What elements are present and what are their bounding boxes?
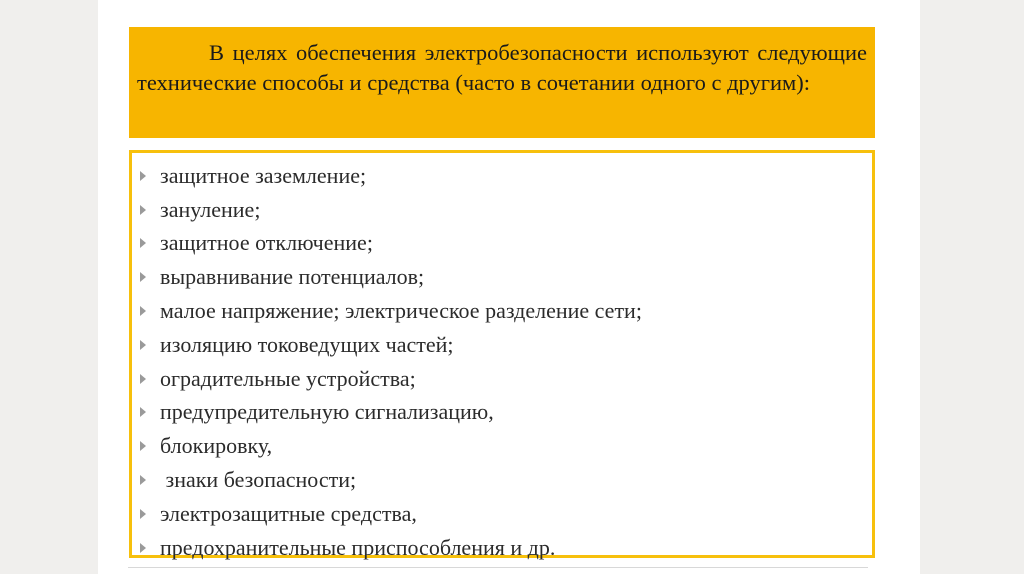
slide-divider xyxy=(128,567,868,568)
list-item xyxy=(138,294,866,328)
list-item-text: защитное отключение; xyxy=(160,230,373,256)
list-item-text: изоляцию токоведущих частей; xyxy=(160,331,454,357)
intro-panel xyxy=(129,27,875,138)
list-item xyxy=(138,362,866,396)
triangle-right-icon xyxy=(140,407,146,417)
list-item xyxy=(138,497,866,531)
triangle-right-icon xyxy=(140,272,146,282)
triangle-right-icon xyxy=(140,543,146,553)
list-item-text: зануление; xyxy=(160,196,261,222)
list-item-text: предупредительную сигнализацию, xyxy=(160,399,494,425)
list-item-text: малое напряжение; электрическое разделение сети; xyxy=(160,298,642,324)
list-item-text: предохранительные приспособления и др. xyxy=(160,534,556,560)
triangle-right-icon xyxy=(140,441,146,451)
list-item-text: защитное заземление; xyxy=(160,162,367,188)
list-item-text: блокировку, xyxy=(160,433,273,459)
list-item-text: знаки безопасности; xyxy=(160,467,357,493)
triangle-right-icon xyxy=(140,306,146,316)
triangle-right-icon xyxy=(140,205,146,215)
triangle-right-icon xyxy=(140,238,146,248)
list-item-text: выравнивание потенциалов; xyxy=(160,264,425,290)
triangle-right-icon xyxy=(140,374,146,384)
methods-list xyxy=(138,159,866,565)
intro-text: В целях обеспечения электробезопасности используют следующие технические способы и средства (часто в сочетании одного с другим): xyxy=(137,40,867,95)
list-item xyxy=(138,227,866,261)
triangle-right-icon xyxy=(140,340,146,350)
list-item xyxy=(138,429,866,463)
list-item xyxy=(138,463,866,497)
triangle-right-icon xyxy=(140,509,146,519)
list-item-text: оградительные устройства; xyxy=(160,365,416,391)
list-item xyxy=(138,193,866,227)
triangle-right-icon xyxy=(140,475,146,485)
list-item xyxy=(138,328,866,362)
list-item xyxy=(138,396,866,430)
list-item-text: электрозащитные средства, xyxy=(160,500,417,526)
methods-list-panel xyxy=(129,150,875,558)
list-item xyxy=(138,260,866,294)
list-item xyxy=(138,531,866,565)
triangle-right-icon xyxy=(140,171,146,181)
list-item xyxy=(138,159,866,193)
